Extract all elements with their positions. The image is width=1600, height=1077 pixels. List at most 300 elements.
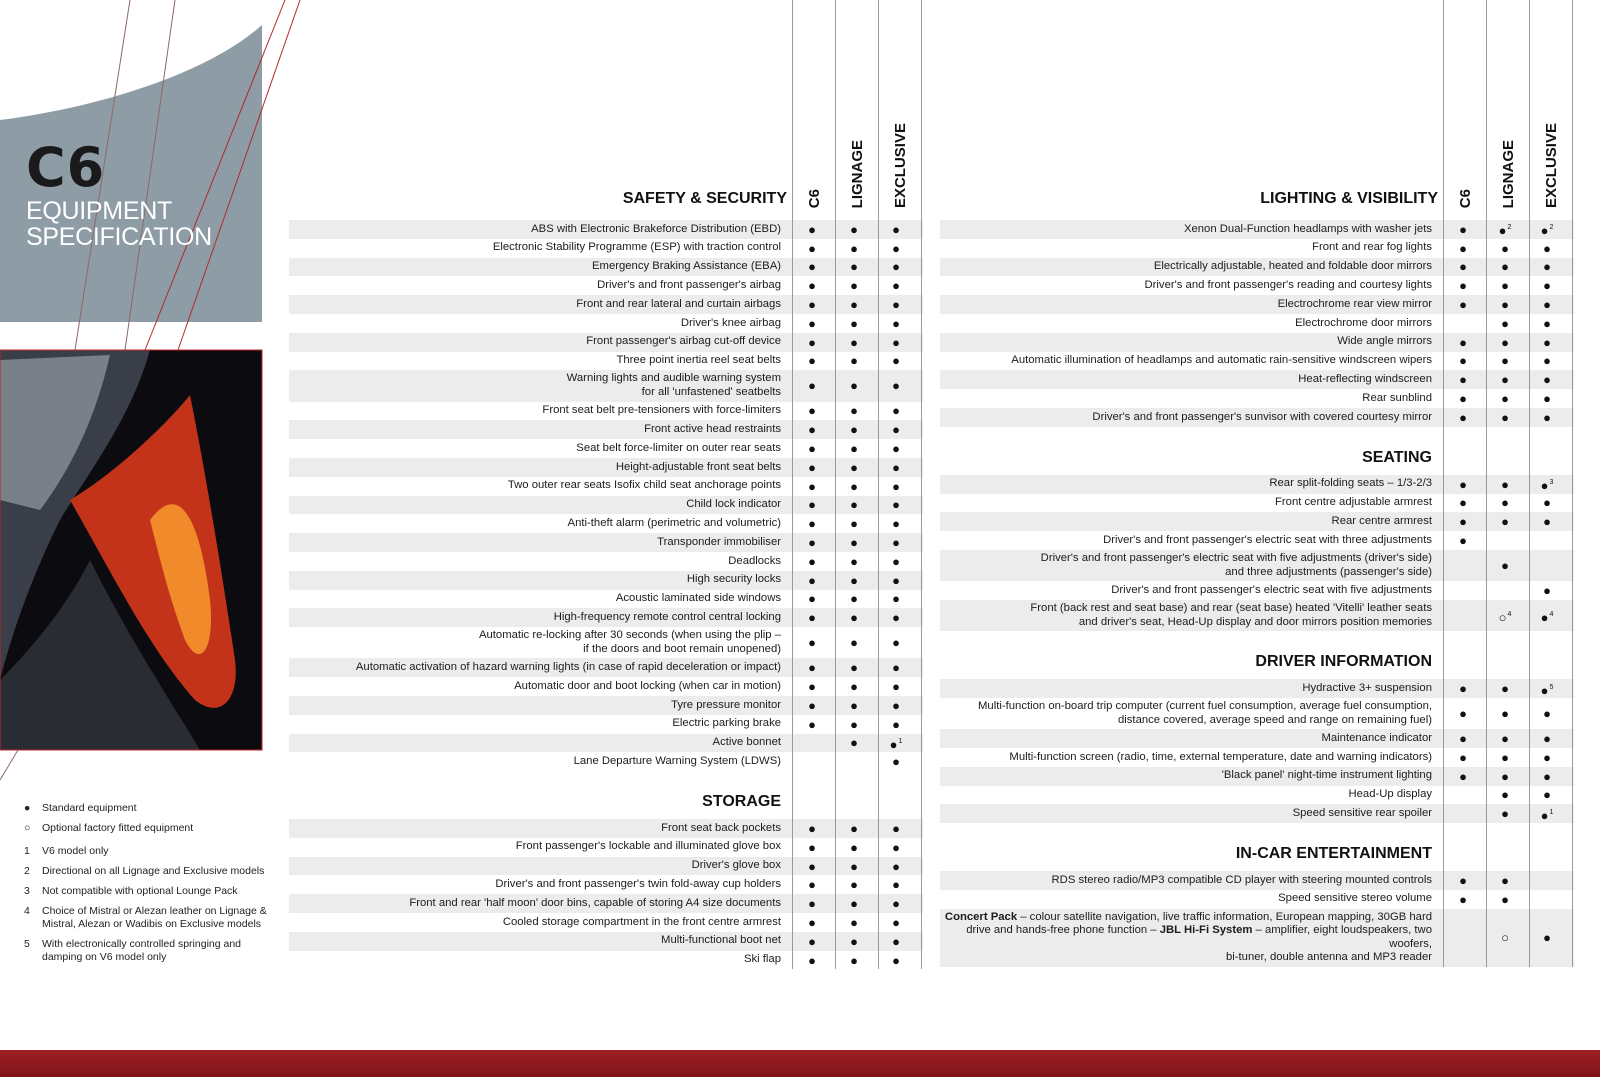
feature-label: Ski flap xyxy=(743,953,781,966)
cell-exclusive: ● xyxy=(1543,353,1551,369)
cell-exclusive: ● xyxy=(1543,315,1551,331)
cell-c6: ● xyxy=(1459,334,1467,350)
footnote-ref: 2 xyxy=(1549,224,1554,232)
cell-c6: ● xyxy=(808,591,816,607)
feature-label: Active bonnet xyxy=(712,736,781,749)
legend-symbol: 5 xyxy=(24,938,30,950)
cell-c6: ● xyxy=(808,858,816,874)
legend-item xyxy=(24,845,269,858)
feature-label: Front passenger's lockable and illuminated glove box xyxy=(515,840,781,853)
cell-c6: ● xyxy=(1459,681,1467,697)
feature-label: Two outer rear seats Isofix child seat anchorage points xyxy=(507,479,781,492)
cell-c6: ● xyxy=(1459,533,1467,549)
cell-exclusive: ●$^5$ xyxy=(1540,682,1554,698)
cell-lignage: ● xyxy=(850,441,858,457)
feature-label: Automatic door and boot locking (when car in motion) xyxy=(514,679,781,692)
cell-lignage: ● xyxy=(1501,476,1509,492)
cell-exclusive: ● xyxy=(892,553,900,569)
cell-c6: ● xyxy=(1459,731,1467,746)
cell-lignage: ● xyxy=(850,952,858,968)
section-header xyxy=(940,427,1574,475)
cell-exclusive: ●$^1$ xyxy=(889,736,903,752)
legend-item xyxy=(24,905,269,931)
cell-exclusive: ● xyxy=(1543,930,1551,946)
feature-label: Concert Pack – colour satellite navigation, live traffic information, European mapping, 30GB hard drive and hands-free phone function – JBL Hi-Fi System – amplifier, eight loudspeakers, two woofers, bi-tuner, double antenna and MP3 reader xyxy=(944,910,1432,964)
section-header xyxy=(940,823,1574,871)
feature-label: Speed sensitive rear spoiler xyxy=(1292,806,1432,819)
cell-c6: ● xyxy=(1459,278,1467,294)
cell-exclusive: ● xyxy=(1543,768,1551,784)
cell-lignage: ● xyxy=(850,535,858,551)
legend-item xyxy=(24,885,269,898)
footnote-ref: 4 xyxy=(1549,610,1554,618)
cell-c6: ● xyxy=(808,459,816,475)
table-row xyxy=(289,370,923,401)
table-row xyxy=(940,804,1574,823)
feature-label: Driver's and front passenger's sunvisor with covered courtesy mirror xyxy=(1092,410,1432,423)
cell-c6: ● xyxy=(808,315,816,331)
table-row xyxy=(940,531,1574,550)
feature-label: Rear split-folding seats – 1/3-2/3 xyxy=(1269,477,1432,490)
table-row xyxy=(940,239,1574,258)
legend-symbol: 1 xyxy=(24,845,30,857)
cell-c6: ● xyxy=(1459,749,1467,765)
cell-lignage: ● xyxy=(850,877,858,893)
cell-c6: ● xyxy=(1459,221,1467,237)
cell-lignage: ● xyxy=(850,716,858,732)
legend-item xyxy=(24,802,269,815)
cell-lignage: ● xyxy=(850,378,858,394)
cell-lignage: ● xyxy=(850,278,858,294)
cell-c6: ● xyxy=(808,660,816,676)
column-divider xyxy=(921,0,922,969)
cell-c6: ● xyxy=(808,334,816,350)
cell-c6: ● xyxy=(808,278,816,294)
cell-lignage: ● xyxy=(850,839,858,855)
table-row xyxy=(289,608,923,627)
cell-c6: ● xyxy=(808,378,816,394)
feature-label: Multi-function on-board trip computer (current fuel consumption, average fuel consumption, distance covered, average speed and range on remaining fuel) xyxy=(978,699,1432,726)
feature-label: Front and rear fog lights xyxy=(1312,241,1432,254)
feature-label: Front (back rest and seat base) and rear (seat base) heated 'Vitelli' leather seats and driver's seat, Head-Up display and door mirrors position memories xyxy=(1030,601,1432,628)
legend-text: Choice of Mistral or Alezan leather on Lignage & Mistral, Alezan or Wadibis on Exclusive models xyxy=(42,905,267,930)
cell-exclusive: ● xyxy=(892,952,900,968)
cell-exclusive: ● xyxy=(1543,297,1551,313)
table-row xyxy=(289,875,923,894)
cell-exclusive: ● xyxy=(1543,334,1551,350)
cell-exclusive: ● xyxy=(892,278,900,294)
cell-lignage: ● xyxy=(1501,240,1509,256)
table-row xyxy=(940,581,1574,600)
cell-exclusive: ● xyxy=(892,497,900,513)
table-row xyxy=(289,239,923,258)
feature-label: Rear centre armrest xyxy=(1331,514,1432,527)
cell-lignage: ● xyxy=(850,610,858,626)
cell-lignage: ● xyxy=(1501,353,1509,369)
cell-c6: ● xyxy=(1459,768,1467,784)
table-row xyxy=(940,295,1574,314)
cell-c6: ● xyxy=(808,933,816,949)
table-row xyxy=(289,333,923,352)
cell-exclusive: ● xyxy=(892,697,900,713)
feature-label: Electrochrome rear view mirror xyxy=(1277,297,1432,310)
cell-c6: ● xyxy=(808,441,816,457)
cell-c6: ● xyxy=(1459,297,1467,313)
cell-exclusive: ● xyxy=(1543,259,1551,275)
column-divider xyxy=(792,0,793,969)
column-divider xyxy=(1443,0,1444,967)
cell-lignage: ● xyxy=(850,679,858,694)
cell-exclusive: ● xyxy=(892,221,900,237)
table-row xyxy=(940,600,1574,631)
cell-exclusive: ● xyxy=(892,535,900,551)
section-title: STORAGE xyxy=(702,793,781,811)
footnote-ref: 1 xyxy=(898,737,903,745)
feature-label: Heat-reflecting windscreen xyxy=(1298,372,1432,385)
footnote-ref: 2 xyxy=(1507,224,1512,232)
cell-lignage: ● xyxy=(850,516,858,532)
table-row xyxy=(289,258,923,277)
cell-lignage: ● xyxy=(1501,706,1509,722)
cell-exclusive: ● xyxy=(892,679,900,694)
column-divider xyxy=(1529,0,1530,967)
cell-lignage: ● xyxy=(850,353,858,369)
legend-symbol: 4 xyxy=(24,905,30,917)
table-row xyxy=(289,552,923,571)
legend-text: Directional on all Lignage and Exclusive models xyxy=(42,865,265,877)
feature-label: Front passenger's airbag cut-off device xyxy=(586,335,781,348)
legend-symbol: 2 xyxy=(24,865,30,877)
cell-exclusive: ● xyxy=(892,334,900,350)
feature-label: Driver's and front passenger's electric seat with three adjustments xyxy=(1103,533,1432,546)
legend-symbol: 3 xyxy=(24,885,30,897)
column-divider xyxy=(1486,0,1487,967)
cell-c6: ● xyxy=(808,952,816,968)
feature-label: Electronic Stability Programme (ESP) with traction control xyxy=(492,241,781,254)
cell-exclusive: ● xyxy=(892,259,900,275)
cell-exclusive: ● xyxy=(1543,409,1551,425)
cell-lignage: ● xyxy=(850,334,858,350)
cell-c6: ● xyxy=(1459,391,1467,407)
cell-exclusive: ● xyxy=(892,478,900,494)
cell-lignage: ● xyxy=(1501,681,1509,697)
section-title: SAFETY & SECURITY xyxy=(622,190,787,207)
cell-exclusive: ● xyxy=(892,635,900,651)
cell-lignage: ● xyxy=(850,572,858,588)
cell-c6: ● xyxy=(1459,409,1467,425)
right-spec-table xyxy=(940,0,1574,967)
cell-c6: ● xyxy=(808,914,816,930)
feature-label: Multi-function screen (radio, time, external temperature, date and warning indicators) xyxy=(1009,750,1432,763)
section-title: SEATING xyxy=(1362,448,1432,466)
cell-lignage: ● xyxy=(1501,259,1509,275)
table-row xyxy=(289,932,923,951)
cell-c6: ● xyxy=(808,535,816,551)
cell-lignage: ● xyxy=(1501,872,1509,888)
feature-label: Multi-functional boot net xyxy=(661,934,781,947)
cell-c6: ● xyxy=(1459,872,1467,888)
feature-label: 'Black panel' night-time instrument lighting xyxy=(1221,769,1432,782)
feature-label: Acoustic laminated side windows xyxy=(615,592,781,605)
table-row xyxy=(940,314,1574,333)
table-row xyxy=(940,276,1574,295)
table-row xyxy=(289,715,923,734)
cell-lignage: ● xyxy=(1501,495,1509,511)
footnote-ref: 3 xyxy=(1549,479,1554,487)
cell-c6: ● xyxy=(808,572,816,588)
model-name: C6 xyxy=(26,136,106,199)
cell-lignage: ● xyxy=(850,820,858,836)
cell-c6: ● xyxy=(808,820,816,836)
cell-exclusive: ● xyxy=(892,378,900,394)
cell-lignage: ● xyxy=(850,735,858,751)
cell-c6: ● xyxy=(808,353,816,369)
feature-label: Electrically adjustable, heated and foldable door mirrors xyxy=(1153,260,1432,273)
cell-lignage: ● xyxy=(850,635,858,651)
section-title: LIGHTING & VISIBILITY xyxy=(1260,190,1438,207)
cell-lignage: ● xyxy=(850,591,858,607)
feature-label: Driver's and front passenger's reading and courtesy lights xyxy=(1144,278,1432,291)
table-row xyxy=(289,571,923,590)
feature-label: Rear sunblind xyxy=(1362,391,1432,404)
table-row xyxy=(289,295,923,314)
table-row xyxy=(289,314,923,333)
column-header-c6: C6 xyxy=(805,188,823,208)
cell-lignage: ● xyxy=(1501,749,1509,765)
feature-label: Front and rear 'half moon' door bins, capable of storing A4 size documents xyxy=(409,896,781,909)
feature-label: Maintenance indicator xyxy=(1321,731,1432,744)
cell-exclusive: ●$^2$ xyxy=(1540,223,1554,239)
cell-c6: ● xyxy=(1459,353,1467,369)
table-row xyxy=(940,220,1574,239)
cell-exclusive: ● xyxy=(892,422,900,438)
table-row xyxy=(940,494,1574,513)
feature-label: Three point inertia reel seat belts xyxy=(616,354,781,367)
cell-lignage: ● xyxy=(850,478,858,494)
cell-c6: ● xyxy=(808,422,816,438)
cell-lignage: ● xyxy=(1501,768,1509,784)
cell-exclusive: ● xyxy=(892,716,900,732)
cell-exclusive: ● xyxy=(892,914,900,930)
cell-exclusive: ● xyxy=(1543,731,1551,746)
feature-label: Anti-theft alarm (perimetric and volumetric) xyxy=(567,516,781,529)
table-row xyxy=(940,679,1574,698)
column-header-exclusive: EXCLUSIVE xyxy=(1542,122,1560,208)
section-title: DRIVER INFORMATION xyxy=(1255,653,1432,671)
table-row xyxy=(940,408,1574,427)
legend-item xyxy=(24,865,269,878)
cell-c6: ● xyxy=(808,259,816,275)
table-row xyxy=(940,748,1574,767)
feature-label: Front and rear lateral and curtain airbags xyxy=(576,297,781,310)
legend-symbol: ● xyxy=(24,802,31,814)
table-row xyxy=(940,786,1574,805)
cell-lignage: ● xyxy=(850,933,858,949)
page-title-line2: SPECIFICATION xyxy=(26,223,212,251)
table-row xyxy=(940,729,1574,748)
table-row xyxy=(289,590,923,609)
cell-lignage: ● xyxy=(1501,334,1509,350)
column-header-lignage: LIGNAGE xyxy=(1499,139,1517,208)
section-title: IN-CAR ENTERTAINMENT xyxy=(1235,845,1432,863)
feature-label: Driver's and front passenger's airbag xyxy=(597,278,781,291)
cell-exclusive: ● xyxy=(892,459,900,475)
cell-lignage: ● xyxy=(1501,372,1509,388)
cell-c6: ● xyxy=(808,516,816,532)
cell-lignage: ● xyxy=(850,553,858,569)
table-row xyxy=(940,333,1574,352)
cell-lignage: ● xyxy=(850,221,858,237)
cell-lignage: ● xyxy=(1501,731,1509,746)
cell-exclusive: ● xyxy=(1543,391,1551,407)
cell-exclusive: ● xyxy=(892,610,900,626)
table-row xyxy=(289,496,923,515)
table-row xyxy=(940,389,1574,408)
cell-exclusive: ● xyxy=(892,839,900,855)
table-row xyxy=(289,458,923,477)
feature-label: Warning lights and audible warning system for all 'unfastened' seatbelts xyxy=(566,372,781,398)
table-row xyxy=(289,894,923,913)
cell-c6: ● xyxy=(808,610,816,626)
cell-lignage: ●$^2$ xyxy=(1498,223,1512,239)
feature-label: Tyre pressure monitor xyxy=(671,698,781,711)
feature-label: Speed sensitive stereo volume xyxy=(1278,892,1432,905)
footnote-ref: 1 xyxy=(1549,808,1554,816)
feature-label: Transponder immobiliser xyxy=(657,535,781,548)
cell-exclusive: ●$^1$ xyxy=(1540,807,1554,823)
cell-c6: ● xyxy=(808,896,816,912)
cell-c6: ● xyxy=(1459,372,1467,388)
feature-label: High security locks xyxy=(686,573,781,586)
cell-exclusive: ● xyxy=(892,754,900,770)
feature-label: Emergency Braking Assistance (EBA) xyxy=(592,260,781,273)
cell-lignage: ● xyxy=(850,896,858,912)
cell-exclusive: ● xyxy=(1543,514,1551,530)
legend-item xyxy=(24,938,269,964)
column-header-lignage: LIGNAGE xyxy=(848,139,866,208)
cell-lignage: ● xyxy=(1501,891,1509,907)
legend xyxy=(24,802,269,971)
brand-block xyxy=(26,138,212,250)
cell-c6: ● xyxy=(1459,891,1467,907)
feature-label: Child lock indicator xyxy=(686,498,781,511)
cell-lignage: ● xyxy=(850,697,858,713)
cell-lignage: ● xyxy=(850,297,858,313)
cell-lignage: ● xyxy=(850,259,858,275)
cell-c6: ● xyxy=(808,553,816,569)
cell-lignage: ● xyxy=(850,422,858,438)
table-row xyxy=(289,696,923,715)
cell-c6: ● xyxy=(1459,476,1467,492)
cell-c6: ● xyxy=(808,240,816,256)
cell-c6: ● xyxy=(808,297,816,313)
feature-label: Head-Up display xyxy=(1348,788,1432,801)
cell-c6: ● xyxy=(1459,706,1467,722)
feature-label: Deadlocks xyxy=(728,554,781,567)
feature-label: Driver's and front passenger's twin fold-away cup holders xyxy=(495,878,781,891)
table-row xyxy=(940,698,1574,729)
cell-exclusive: ● xyxy=(892,858,900,874)
feature-label: Wide angle mirrors xyxy=(1337,335,1432,348)
table-row xyxy=(289,276,923,295)
cell-lignage: ● xyxy=(1501,806,1509,822)
table-row xyxy=(289,734,923,753)
deco-line xyxy=(0,750,18,780)
cell-exclusive: ● xyxy=(1543,240,1551,256)
feature-label: Automatic illumination of headlamps and automatic rain-sensitive windscreen wipers xyxy=(1011,354,1432,367)
legend-text: Optional factory fitted equipment xyxy=(42,822,194,834)
table-row xyxy=(940,512,1574,531)
cell-exclusive: ● xyxy=(1543,372,1551,388)
table-row xyxy=(289,857,923,876)
cell-c6: ● xyxy=(1459,259,1467,275)
column-header-c6: C6 xyxy=(1456,188,1474,208)
cell-exclusive: ● xyxy=(892,441,900,457)
cell-lignage: ● xyxy=(1501,787,1509,803)
feature-label: Hydractive 3+ suspension xyxy=(1302,681,1432,694)
column-divider xyxy=(835,0,836,969)
left-spec-table xyxy=(289,0,923,969)
table-row xyxy=(289,677,923,696)
cell-exclusive: ●$^4$ xyxy=(1540,609,1554,625)
cell-exclusive: ● xyxy=(892,240,900,256)
cell-lignage: ● xyxy=(1501,558,1509,574)
feature-label: Seat belt force-limiter on outer rear seats xyxy=(576,441,781,454)
cell-c6: ● xyxy=(808,635,816,651)
section-header xyxy=(289,771,923,819)
legend-text: With electronically controlled springing and damping on V6 model only xyxy=(42,938,242,963)
footnote-ref: 5 xyxy=(1549,683,1554,691)
table-row xyxy=(289,402,923,421)
feature-label: Cooled storage compartment in the front centre armrest xyxy=(502,915,781,928)
cell-lignage: ● xyxy=(850,914,858,930)
cell-exclusive: ● xyxy=(892,315,900,331)
legend-item xyxy=(24,822,269,835)
feature-label: Electric parking brake xyxy=(672,717,781,730)
table-row xyxy=(289,658,923,677)
feature-label: RDS stereo radio/MP3 compatible CD player with steering mounted controls xyxy=(1051,873,1432,886)
feature-label: Front seat back pockets xyxy=(661,821,781,834)
feature-label: Height-adjustable front seat belts xyxy=(615,460,781,473)
cell-exclusive: ●$^3$ xyxy=(1540,478,1554,494)
cell-c6: ● xyxy=(808,679,816,694)
cell-exclusive: ● xyxy=(892,591,900,607)
cell-lignage: ○$^4$ xyxy=(1498,609,1512,625)
cell-exclusive: ● xyxy=(1543,706,1551,722)
footnote-ref: 4 xyxy=(1507,610,1512,618)
feature-label: Front centre adjustable armrest xyxy=(1275,496,1432,509)
table-row xyxy=(289,352,923,371)
cell-lignage: ● xyxy=(850,403,858,419)
cell-exclusive: ● xyxy=(1543,749,1551,765)
cell-lignage: ● xyxy=(850,660,858,676)
table-row xyxy=(289,533,923,552)
cell-exclusive: ● xyxy=(892,820,900,836)
cell-c6: ● xyxy=(808,839,816,855)
feature-label: Automatic re-locking after 30 seconds (when using the plip – if the doors and boot remain unopened) xyxy=(478,629,781,655)
feature-label: Automatic activation of hazard warning lights (in case of rapid deceleration or impact) xyxy=(355,660,781,673)
table-row xyxy=(940,767,1574,786)
feature-label: Lane Departure Warning System (LDWS) xyxy=(573,754,781,767)
cell-lignage: ● xyxy=(1501,514,1509,530)
page-title-line1: EQUIPMENT xyxy=(26,197,172,225)
feature-label: Electrochrome door mirrors xyxy=(1295,316,1432,329)
cell-exclusive: ● xyxy=(892,660,900,676)
legend-text: V6 model only xyxy=(42,845,109,857)
cell-exclusive: ● xyxy=(892,572,900,588)
cell-exclusive: ● xyxy=(892,297,900,313)
feature-label: Driver's and front passenger's electric seat with five adjustments xyxy=(1111,583,1432,596)
